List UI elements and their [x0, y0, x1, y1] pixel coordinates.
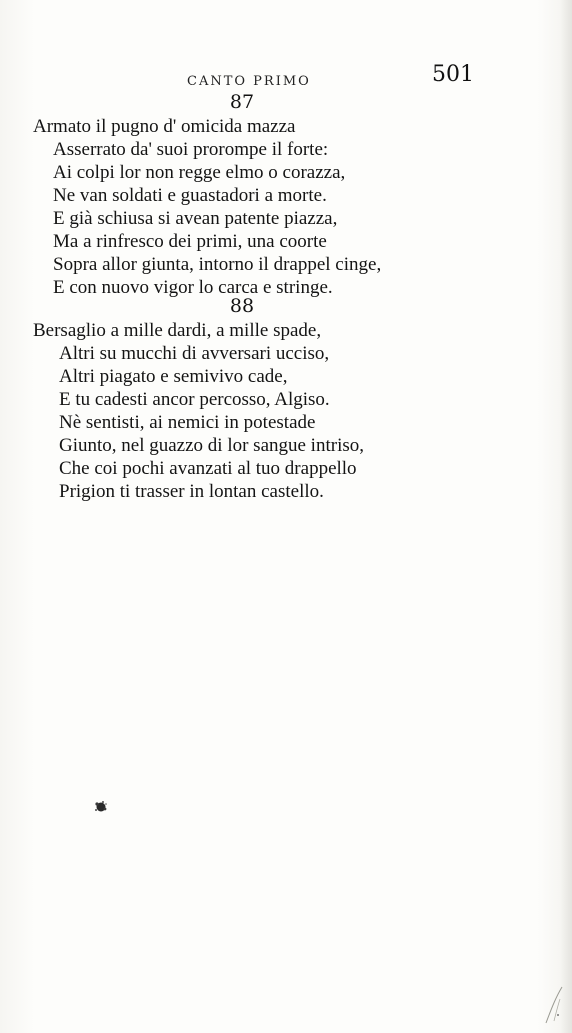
page-edge-shadow — [560, 0, 572, 1033]
verse-line: Ma a rinfresco dei primi, una coorte — [53, 231, 327, 252]
verse-line: E con nuovo vigor lo carca e stringe. — [53, 277, 333, 298]
verse-line: Armato il pugno d' omicida mazza — [33, 116, 296, 137]
verse-line: Bersaglio a mille dardi, a mille spade, — [33, 320, 322, 341]
verse-line: E tu cadesti ancor percosso, Algiso. — [59, 389, 330, 410]
verse-line: Sopra allor giunta, intorno il drappel cinge, — [53, 254, 382, 275]
verse-line: Nè sentisti, ai nemici in potestade — [59, 412, 316, 433]
page-corner-mark — [534, 985, 564, 1025]
verse-line: Altri su mucchi di avversari ucciso, — [59, 343, 330, 364]
verse-line: Altri piagato e semivivo cade, — [59, 366, 288, 387]
stanza-number: 88 — [229, 295, 255, 317]
stanza-number: 87 — [229, 91, 255, 113]
verse-line: Prigion ti trasser in lontan castello. — [59, 481, 324, 502]
verse-line: Asserrato da' suoi prorompe il forte: — [53, 139, 329, 160]
ink-blot — [92, 798, 110, 816]
page-number: 501 — [432, 62, 474, 87]
verse-line: Ne van soldati e guastadori a morte. — [53, 185, 327, 206]
verse-line: Giunto, nel guazzo di lor sangue intriso, — [59, 435, 364, 456]
verse-line: Che coi pochi avanzati al tuo drappello — [59, 458, 357, 479]
verse-line: Ai colpi lor non regge elmo o corazza, — [53, 162, 346, 183]
verse-line: E già schiusa si avean patente piazza, — [53, 208, 338, 229]
running-head: CANTO PRIMO — [187, 74, 311, 89]
